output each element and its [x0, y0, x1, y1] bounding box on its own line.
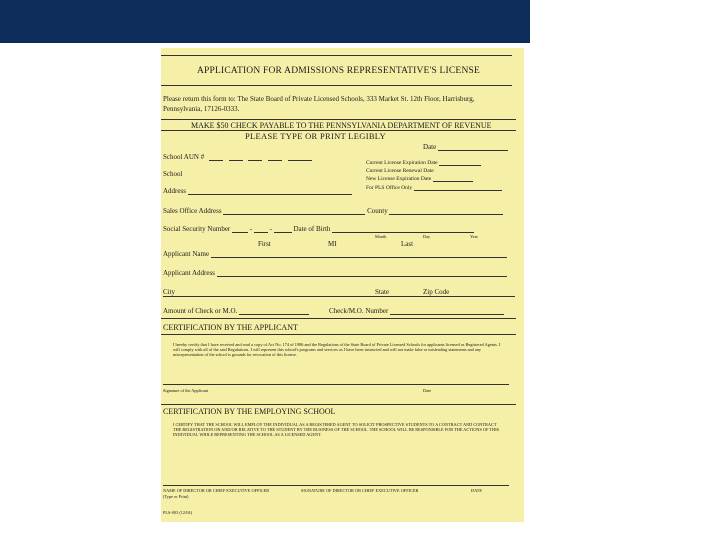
last-name-header: Last: [401, 240, 414, 248]
pls-office-field[interactable]: [366, 185, 502, 191]
type-print-small: (Type or Print): [163, 494, 189, 499]
middle-initial-header: MI: [328, 240, 337, 248]
aun-blank-4[interactable]: [268, 154, 282, 161]
check-number-label: Check/M.O. Number: [329, 307, 389, 315]
payable-top-rule: [161, 119, 516, 120]
school-aun-label: School AUN #: [163, 153, 205, 161]
type-print-notice: PLEASE TYPE OR PRINT LEGIBLY: [245, 131, 386, 141]
sales-office-label: Sales Office Address: [163, 207, 222, 215]
form-number: PLS-003 (12/04): [163, 510, 193, 515]
county-blank[interactable]: [389, 208, 503, 215]
zip-label: Zip Code: [423, 288, 450, 296]
payable-notice: MAKE $50 CHECK PAYABLE TO THE PENNSYLVANIA DEPARTMENT OF REVENUE: [191, 121, 492, 130]
amount-blank[interactable]: [239, 308, 309, 315]
title-rule: [161, 85, 512, 86]
new-license-expiration-label: New License Expiration Date: [366, 176, 432, 182]
header-bar: [0, 0, 530, 43]
address-label: Address: [163, 187, 186, 195]
city-rule: [163, 296, 515, 297]
return-instructions: Please return this form to: The State Board of Private Licensed Schools, 333 Market St. 12th Floor, Harrisburg, Pennsylvania, 17126-0333.: [163, 95, 475, 113]
applicant-address-label: Applicant Address: [163, 269, 215, 277]
cert-applicant-text: I hereby certify that I have received and read a copy of Act No. 174 of 1986 and the Regulations of the State Board of Private Licensed Schools for applicants licensed as Registered Agents. I will comply with all of the said Regulations. I will represent this school's programs and services as I have been instructed and will not make false or misleading statements and any misrepresentation of the school is grounds for revocation of this license.: [173, 342, 501, 357]
applicant-name-label: Applicant Name: [163, 250, 210, 258]
address-blank[interactable]: [188, 188, 352, 195]
director-name-label: NAME OF DIRECTOR OR CHIEF EXECUTIVE OFFICER: [163, 488, 270, 493]
applicant-date-label: Date: [423, 388, 432, 393]
new-license-expiration[interactable]: [366, 176, 473, 182]
license-renewal-label: Current License Renewal Date: [366, 168, 434, 174]
state-label: State: [375, 288, 389, 296]
applicant-address-blank[interactable]: [217, 270, 507, 277]
pls-office-blank[interactable]: [414, 185, 502, 191]
applicant-signature-line[interactable]: [163, 384, 509, 385]
applicant-name-blank[interactable]: [211, 251, 507, 258]
applicant-cert-bottom-rule: [161, 334, 516, 335]
license-expiration-blank[interactable]: [439, 160, 481, 166]
address-field[interactable]: [163, 187, 352, 195]
aun-blank-2[interactable]: [229, 154, 243, 161]
application-form: [161, 48, 524, 522]
dob-year: Year: [470, 234, 478, 239]
amount-field[interactable]: [163, 307, 309, 315]
applicant-name-field[interactable]: [163, 250, 507, 258]
aun-blank-3[interactable]: [248, 154, 262, 161]
employing-cert-top-rule: [161, 404, 516, 405]
new-license-expiration-blank[interactable]: [433, 176, 473, 182]
check-number-field[interactable]: [329, 307, 504, 315]
applicant-cert-top-rule: [161, 318, 516, 319]
top-rule: [161, 55, 512, 56]
ssn-blank-1[interactable]: [232, 226, 248, 233]
amount-label: Amount of Check or M.O.: [163, 307, 238, 315]
sales-office-field[interactable]: [163, 207, 503, 215]
dob-blank[interactable]: [332, 226, 474, 233]
signature-applicant-label: Signature of the Applicant: [163, 388, 209, 393]
form-title: APPLICATION FOR ADMISSIONS REPRESENTATIVE'S LICENSE: [197, 66, 480, 76]
director-signature-line[interactable]: [163, 485, 509, 486]
school-label: School: [163, 170, 183, 178]
date-blank[interactable]: [438, 144, 508, 151]
county-label: County: [367, 207, 388, 215]
date-field[interactable]: [423, 143, 508, 151]
cert-employing-heading: CERTIFICATION BY THE EMPLOYING SCHOOL: [163, 407, 336, 416]
director-signature-label: SIGNATURE OF DIRECTOR OR CHIEF EXECUTIVE OFFICER: [301, 488, 419, 493]
license-expiration[interactable]: [366, 160, 481, 166]
city-label: City: [163, 288, 176, 296]
applicant-address-field[interactable]: [163, 269, 507, 277]
aun-blank-5[interactable]: [288, 154, 312, 161]
cert-applicant-heading: CERTIFICATION BY THE APPLICANT: [163, 323, 298, 332]
aun-blank-1[interactable]: [209, 154, 223, 161]
sales-office-blank[interactable]: [223, 208, 365, 215]
dob-label: Date of Birth: [293, 225, 331, 233]
pls-office-label: For PLS Office Only: [366, 185, 413, 191]
check-number-blank[interactable]: [390, 308, 504, 315]
first-name-header: First: [258, 240, 271, 248]
ssn-label: Social Security Number: [163, 225, 231, 233]
ssn-blank-2[interactable]: [254, 226, 268, 233]
ssn-field[interactable]: Social Security Number - - Date of Birth: [163, 225, 474, 233]
ssn-blank-3[interactable]: [274, 226, 292, 233]
date-label: Date: [423, 143, 437, 151]
director-date-label: DATE: [471, 488, 482, 493]
license-expiration-label: Current License Expiration Date: [366, 160, 438, 166]
cert-employing-text: I CERTIFY THAT THE SCHOOL WILL EMPLOY THE INDIVIDUAL AS A REGISTERED AGENT TO SOLICIT PROSPECTIVE STUDENTS TO A CONTRACT AND CONTRACT THE REGISTRATION OR AND/OR RELATIVE TO THE STUDENT BY THE BUSINESS OF THE SCHOOL. THE SCHOOL WILL BE RESPONSIBLE FOR THE ACTIONS OF THIS INDIVIDUAL WHILE REPRESENTING THE SCHOOL AS A LICENSED AGENT.: [173, 422, 500, 437]
school-aun-field[interactable]: [163, 153, 312, 161]
dob-month: Month: [375, 234, 387, 239]
dob-day: Day: [423, 234, 431, 239]
